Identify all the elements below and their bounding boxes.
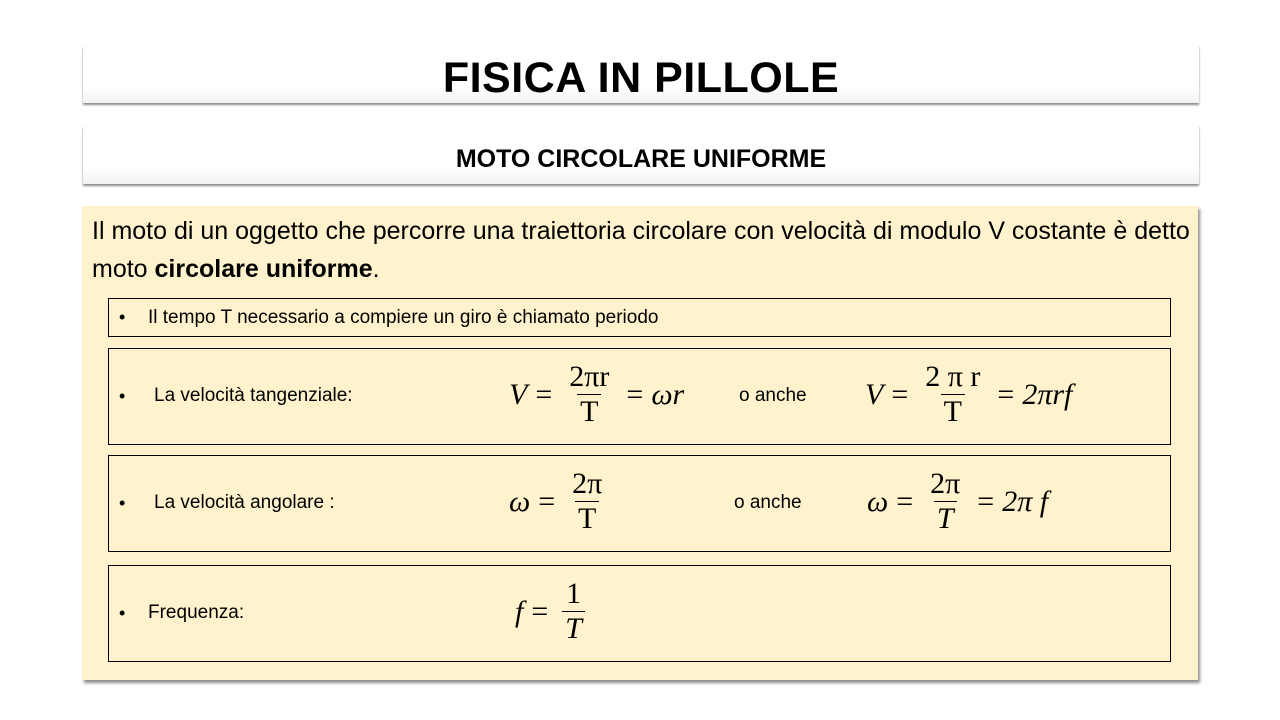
velocita-angolare-box xyxy=(108,455,1171,552)
denominator: T xyxy=(575,501,599,536)
periodo-label: Il tempo T necessario a compiere un giro è chiamato periodo xyxy=(148,307,659,328)
bullet: • xyxy=(119,603,126,623)
formula-rhs: 2π f xyxy=(1002,484,1049,518)
velocita-tangenziale-box xyxy=(108,348,1171,445)
denominator: T xyxy=(934,501,957,536)
numerator: 1 xyxy=(566,577,582,610)
fraction xyxy=(562,577,585,646)
fraction xyxy=(566,360,612,429)
equals-sign: = xyxy=(891,377,909,411)
bullet: • xyxy=(119,307,126,327)
fraction xyxy=(569,467,605,536)
numerator: 2 π r xyxy=(925,360,981,393)
equals-sign: = xyxy=(626,377,644,411)
title-banner xyxy=(82,47,1200,103)
equals-sign: = xyxy=(531,594,549,628)
equals-sign: = xyxy=(538,484,556,518)
formula-rhs: 2πrf xyxy=(1022,377,1073,411)
denominator: T xyxy=(562,611,585,646)
or-text: o anche xyxy=(734,492,802,513)
formula-lhs: V xyxy=(865,377,884,411)
formula-v-omega-r xyxy=(509,360,684,429)
numerator: 2πr xyxy=(569,360,610,393)
fraction xyxy=(922,360,983,429)
formula-rhs: ωr xyxy=(651,377,685,411)
formula-lhs: ω xyxy=(509,484,531,518)
numerator: 2π xyxy=(930,467,961,500)
page-subtitle: MOTO CIRCOLARE UNIFORME xyxy=(455,145,827,173)
bullet: • xyxy=(119,386,126,406)
formula-omega-2pi-f xyxy=(867,467,1048,536)
page-title: FISICA IN PILLOLE xyxy=(442,54,840,102)
formula-lhs: V xyxy=(509,377,528,411)
bullet: • xyxy=(119,493,126,513)
denominator: T xyxy=(577,394,601,429)
formula-v-2pirf xyxy=(865,360,1072,429)
frequenza-label: Frequenza: xyxy=(148,602,245,623)
equals-sign: = xyxy=(535,377,553,411)
numerator: 2π xyxy=(572,467,603,500)
velocita-tangenziale-label: La velocità tangenziale: xyxy=(154,385,353,406)
frequenza-box xyxy=(108,565,1171,662)
equals-sign: = xyxy=(997,377,1015,411)
equals-sign: = xyxy=(977,484,995,518)
equals-sign: = xyxy=(896,484,914,518)
fraction xyxy=(927,467,963,536)
intro-end: . xyxy=(372,255,380,283)
intro-paragraph xyxy=(92,212,1192,288)
denominator: T xyxy=(941,394,965,429)
intro-bold-term: circolare uniforme xyxy=(154,255,373,283)
formula-lhs: ω xyxy=(867,484,889,518)
formula-omega-2pi-t xyxy=(509,467,611,536)
or-text: o anche xyxy=(739,385,807,406)
intro-text: Il moto di un oggetto che percorre una traiettoria circolare con velocità di modulo V costante è detto moto xyxy=(92,217,1190,283)
formula-f-1-t xyxy=(515,577,591,646)
periodo-box xyxy=(108,298,1171,337)
velocita-angolare-label: La velocità angolare : xyxy=(154,492,335,513)
content-panel xyxy=(82,206,1198,680)
formula-lhs: f xyxy=(515,594,524,628)
subtitle-banner xyxy=(82,127,1200,184)
